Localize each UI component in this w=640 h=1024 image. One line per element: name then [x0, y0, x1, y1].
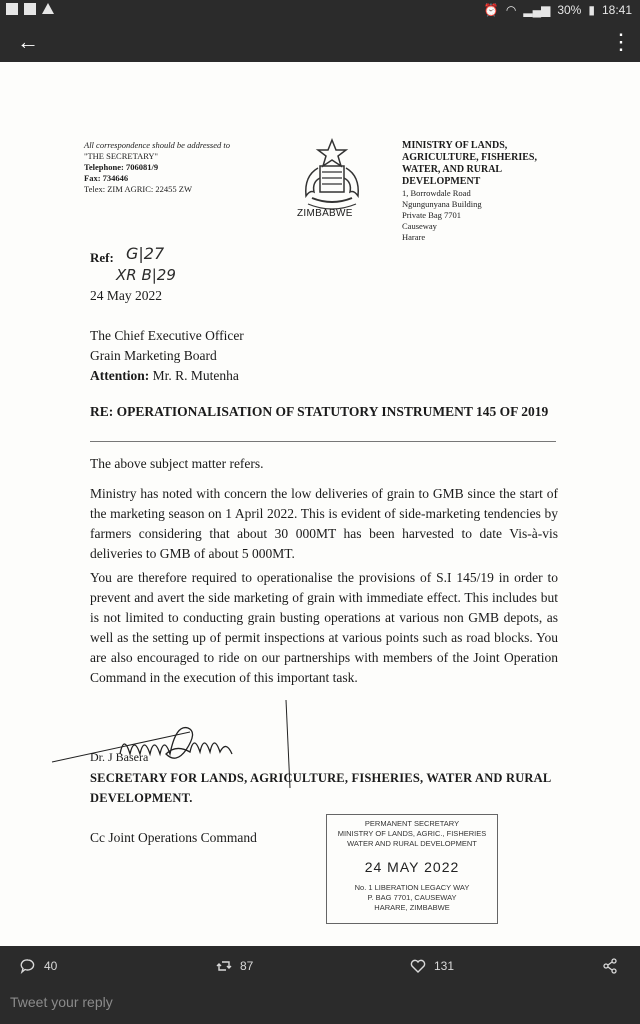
attention-label: Attention: — [90, 368, 150, 383]
correspondence-note: All correspondence should be addressed to — [84, 140, 230, 150]
attention-name: Mr. R. Mutenha — [152, 368, 239, 383]
stamp-line: MINISTRY OF LANDS, AGRIC., FISHERIES — [337, 829, 487, 838]
warning-notification-icon — [42, 3, 54, 14]
ministry-name-line: AGRICULTURE, FISHERIES, — [402, 152, 537, 163]
ministry-address-line: 1, Borrowdale Road — [402, 188, 471, 198]
share-icon — [602, 958, 618, 974]
signatory-title: SECRETARY FOR LANDS, AGRICULTURE, FISHERIES, WATER AND RURAL DEVELOPMENT. — [90, 771, 551, 805]
more-options-icon[interactable]: ⋮ — [610, 29, 632, 54]
ministry-address-line: Causeway — [402, 221, 437, 231]
heart-icon — [410, 958, 426, 974]
folder-notification-icon — [24, 3, 36, 15]
battery-percent: 30% — [557, 3, 582, 17]
like-count: 131 — [434, 959, 455, 973]
letter-date: 24 May 2022 — [90, 288, 162, 303]
coat-of-arms-icon — [290, 138, 374, 218]
ref-label: Ref: — [90, 250, 114, 265]
paragraph-2: Ministry has noted with concern the low deliveries of grain to GMB since the start of the marketing season on 1 April 2022. This is evident of side-marketing tendencies by farmers considering that about 30 000MT has been harvested to date Vis-à-vis deliveries to GMB of about 5 000MT. — [90, 486, 558, 561]
stamp-line: HARARE, ZIMBABWE — [374, 903, 450, 912]
ref-handwritten: G|27 — [126, 244, 165, 263]
ministry-address-line: Private Bag 7701 — [402, 210, 462, 220]
recipient-title: The Chief Executive Officer — [90, 328, 244, 343]
country-label: ZIMBABWE — [297, 208, 353, 219]
reply-icon — [20, 958, 36, 974]
ministry-name-line: WATER, AND RURAL — [402, 164, 503, 175]
ministry-name-line: DEVELOPMENT — [402, 176, 481, 187]
gallery-notification-icon — [6, 3, 18, 15]
ministry-header — [402, 140, 537, 243]
retweet-icon — [216, 958, 232, 974]
stamp-date: 24 MAY 2022 — [364, 859, 460, 875]
correspondence-block — [84, 140, 230, 195]
fax: Fax: 734646 — [84, 173, 129, 183]
signatory-name: Dr. J Basera — [90, 750, 149, 764]
official-stamp — [326, 814, 498, 924]
letter-subject: RE: OPERATIONALISATION OF STATUTORY INSTRUMENT 145 OF 2019 — [90, 404, 549, 419]
telephone: Telephone: 706081/9 — [84, 162, 159, 172]
subject-divider — [90, 441, 556, 442]
recipient-org: Grain Marketing Board — [90, 348, 217, 363]
share-button[interactable] — [602, 956, 618, 976]
back-arrow-icon[interactable]: ← — [17, 29, 39, 54]
cc-line: Cc Joint Operations Command — [90, 830, 257, 845]
signal-icon: ▂▄▆ — [523, 3, 551, 17]
alarm-icon: ⏰ — [483, 3, 499, 17]
retweet-button[interactable] — [216, 956, 253, 976]
clock: 18:41 — [601, 3, 632, 17]
telex: Telex: ZIM AGRIC: 22455 ZW — [84, 184, 193, 194]
paragraph-1: The above subject matter refers. — [90, 456, 264, 471]
paragraph-3: You are therefore required to operationalise the provisions of S.I 145/19 in order to prevent and avert the side marketing of grain with immediate effect. This includes but is not limited to conducting grain busting operations at various non GMB depots, as well as the setting up of permit inspections at various points such as road blocks. You are also encouraged to ride on our partnerships with members of the Joint Operation Command in the execution of this important task. — [90, 570, 558, 685]
ref-handwritten-secondary: XR B|29 — [116, 266, 176, 284]
ministry-address-line: Ngungunyana Building — [402, 199, 482, 209]
tweet-actions-bar — [0, 946, 640, 1024]
stamp-line: WATER AND RURAL DEVELOPMENT — [347, 839, 477, 848]
stamp-line: No. 1 LIBERATION LEGACY WAY — [354, 883, 470, 892]
wifi-icon: ◠ — [505, 3, 517, 17]
correspondence-secretary: "THE SECRETARY" — [84, 151, 159, 161]
ministry-name-line: MINISTRY OF LANDS, — [402, 140, 508, 151]
recipient-block — [90, 326, 244, 386]
app-bar — [0, 22, 640, 62]
status-bar — [0, 0, 640, 22]
letter-image[interactable] — [0, 62, 640, 946]
stamp-line: P. BAG 7701, CAUSEWAY — [367, 893, 457, 902]
like-button[interactable] — [410, 956, 454, 976]
battery-icon: ▮ — [588, 3, 595, 17]
reply-count: 40 — [44, 959, 58, 973]
stamp-line: PERMANENT SECRETARY — [364, 819, 460, 828]
reply-button[interactable] — [20, 956, 57, 976]
retweet-count: 87 — [240, 959, 254, 973]
ministry-address-line: Harare — [402, 232, 426, 242]
tweet-reply-input[interactable]: Tweet your reply — [10, 994, 113, 1010]
